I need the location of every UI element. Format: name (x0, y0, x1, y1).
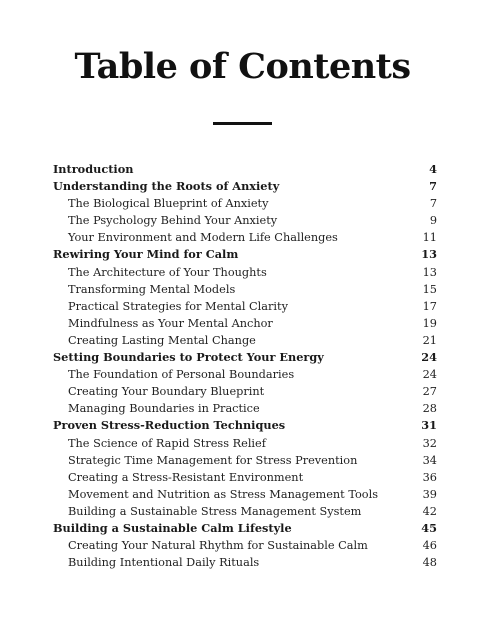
toc-entry-page: 45 (421, 520, 437, 535)
toc-entry-label: The Architecture of Your Thoughts (68, 265, 267, 279)
toc-entry-page: 7 (429, 179, 437, 194)
toc-entry-label: Creating Your Boundary Blueprint (68, 385, 265, 399)
toc-entry-page: 13 (421, 247, 437, 262)
toc-entry-page: 27 (422, 385, 437, 399)
toc-entry-page: 7 (429, 197, 437, 211)
toc-section-entry[interactable] (53, 554, 437, 571)
toc-section-entry[interactable] (53, 383, 437, 400)
toc-entry-label: The Biological Blueprint of Anxiety (68, 197, 269, 211)
toc-entry-label: Building Intentional Daily Rituals (68, 556, 260, 570)
toc-section-entry[interactable] (53, 281, 437, 298)
toc-section-entry[interactable] (53, 229, 437, 246)
toc-entry-label: Your Environment and Modern Life Challenges (68, 231, 338, 245)
toc-chapter-entry[interactable] (53, 520, 437, 537)
toc-entry-page: 24 (422, 368, 437, 382)
toc-section-entry[interactable] (53, 469, 437, 486)
toc-entry-label: Transforming Mental Models (68, 282, 236, 296)
toc-entry-page: 48 (422, 556, 437, 570)
toc-chapter-entry[interactable] (53, 349, 437, 366)
toc-entry-page: 39 (422, 487, 437, 501)
toc-section-entry[interactable] (53, 400, 437, 417)
toc-section-entry[interactable] (53, 486, 437, 503)
toc-entry-label: Proven Stress-Reduction Techniques (53, 418, 286, 433)
toc-section-entry[interactable] (53, 366, 437, 383)
toc-entry-label: Building a Sustainable Calm Lifestyle (53, 520, 292, 535)
toc-entry-page: 31 (421, 418, 437, 433)
toc-entry-page: 4 (429, 162, 437, 176)
toc-entry-page: 13 (422, 265, 437, 279)
toc-section-entry[interactable] (53, 298, 437, 315)
toc-entry-page: 36 (422, 470, 437, 484)
page-title: Table of Contents (74, 46, 411, 87)
toc-entry-page: 46 (422, 539, 437, 553)
title-divider (213, 122, 272, 125)
toc-chapter-entry[interactable] (53, 161, 437, 178)
toc-section-entry[interactable] (53, 212, 437, 229)
toc-entry-label: Setting Boundaries to Protect Your Energy (53, 350, 324, 365)
toc-entry-label: Managing Boundaries in Practice (68, 402, 260, 416)
toc-entry-label: The Foundation of Personal Boundaries (68, 368, 295, 382)
toc-entry-label: Practical Strategies for Mental Clarity (68, 299, 288, 313)
toc-entry-page: 17 (422, 299, 437, 313)
toc-section-entry[interactable] (53, 264, 437, 281)
toc-entry-label: Building a Sustainable Stress Management System (68, 504, 362, 518)
toc-entry-page: 28 (422, 402, 437, 416)
toc-list (53, 161, 437, 571)
toc-entry-page: 34 (422, 453, 437, 467)
toc-entry-label: Understanding the Roots of Anxiety (53, 179, 280, 194)
toc-entry-page: 11 (422, 231, 437, 245)
toc-entry-label: Creating Your Natural Rhythm for Sustainable Calm (68, 539, 368, 553)
toc-section-entry[interactable] (53, 503, 437, 520)
toc-entry-label: Introduction (53, 162, 134, 176)
toc-section-entry[interactable] (53, 332, 437, 349)
toc-entry-label: Rewiring Your Mind for Calm (53, 247, 239, 262)
toc-entry-page: 15 (422, 282, 437, 296)
toc-entry-label: Strategic Time Management for Stress Prevention (68, 453, 358, 467)
toc-chapter-entry[interactable] (53, 246, 437, 263)
toc-section-entry[interactable] (53, 452, 437, 469)
toc-entry-label: The Science of Rapid Stress Relief (68, 436, 266, 450)
toc-entry-label: Creating a Stress-Resistant Environment (68, 470, 304, 484)
toc-entry-page: 32 (422, 436, 437, 450)
toc-entry-page: 42 (422, 504, 437, 518)
toc-entry-page: 9 (429, 214, 437, 228)
toc-entry-label: Movement and Nutrition as Stress Management Tools (68, 487, 378, 501)
toc-section-entry[interactable] (53, 537, 437, 554)
toc-entry-label: Creating Lasting Mental Change (68, 333, 256, 347)
toc-chapter-entry[interactable] (53, 178, 437, 195)
toc-entry-page: 24 (421, 350, 437, 365)
toc-entry-label: The Psychology Behind Your Anxiety (68, 214, 278, 228)
toc-entry-page: 19 (422, 316, 437, 330)
toc-chapter-entry[interactable] (53, 417, 437, 434)
toc-section-entry[interactable] (53, 195, 437, 212)
toc-section-entry[interactable] (53, 435, 437, 452)
toc-entry-page: 21 (422, 333, 437, 347)
toc-section-entry[interactable] (53, 315, 437, 332)
toc-entry-label: Mindfulness as Your Mental Anchor (68, 316, 273, 330)
